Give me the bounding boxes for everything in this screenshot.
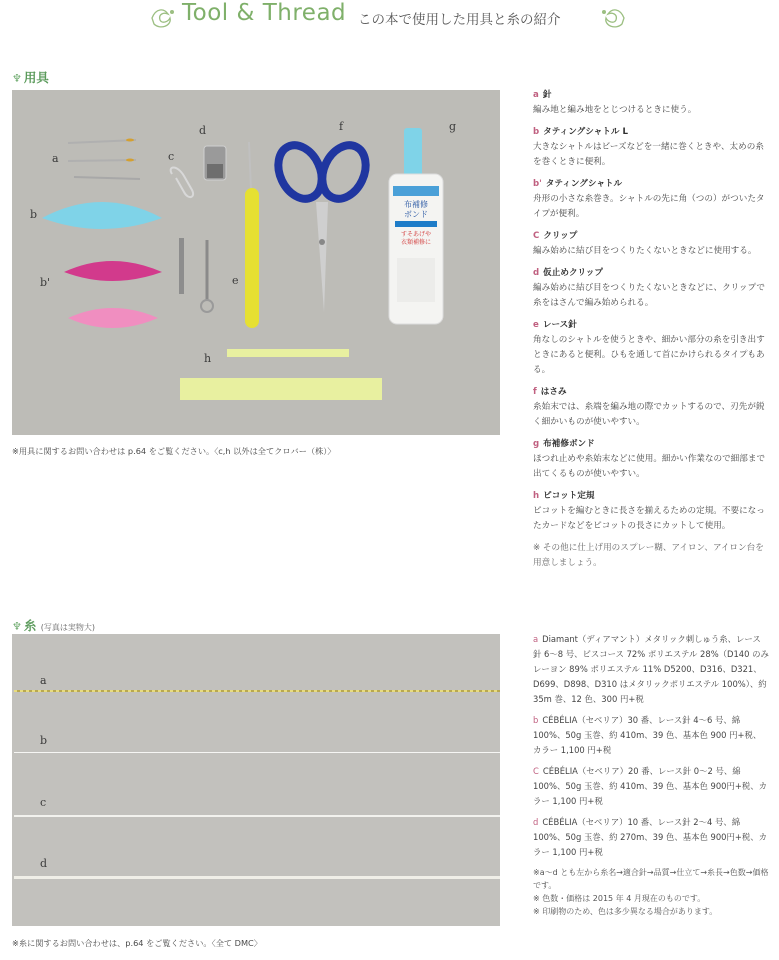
tool-text: 編み始めに結び目をつくりたくないときなどに、クリップで糸をはさんで編み始められる。 <box>533 283 765 308</box>
tool-key: b' <box>533 179 542 189</box>
tool-text: 角なしのシャトルを使うときや、細かい部分の糸を引き出すときにあると便利。ひもを通して首にかけられるタイプもある。 <box>533 335 765 375</box>
leaf-icon: ♆ <box>12 72 22 85</box>
tool-item <box>533 177 769 222</box>
thread-key: d <box>533 817 539 827</box>
left-ornament-icon <box>148 6 176 30</box>
tool-label-e: e <box>232 274 239 287</box>
tool-text: 舟形の小さな糸巻き。シャトルの先に角（つの）がついたタイプが便利。 <box>533 194 765 219</box>
bottle-text-3: すそあげや <box>400 232 432 238</box>
page-subtitle: この本で使用した用具と糸の紹介 <box>358 12 561 28</box>
thread-section-title: ♆ 糸 (写真は実物大) <box>12 618 95 633</box>
thread-item <box>533 632 769 707</box>
thread-label-b: b <box>40 734 48 747</box>
thread-description-list <box>533 632 769 918</box>
tools-section-title: ♆ 用具 <box>12 70 49 85</box>
thread-text: CÉBÉLIA（セベリア）10 番、レース針 2〜4 号、綿 100%、50g 玉巻、約 270m、39 色、基本色 900円+税、カラー 1,100 円+税 <box>533 817 767 857</box>
tool-key: e <box>533 320 539 330</box>
thread-footnotes <box>533 866 769 918</box>
thread-sample-b <box>14 752 500 753</box>
tool-key: g <box>533 439 540 449</box>
thread-text: Diamant（ディアマント）メタリック刺しゅう糸、レース針 6〜8 号、ビスコース 72% ポリエステル 28%（D140 のみレーヨン 89% ポリエステル 11% D5200、D316、D321、D699、D898、D310 はメタリックポリエステル 100%）、約 35m 巻、12 色、300 円+税 <box>533 634 769 704</box>
tools-extra-note: ※ その他に仕上げ用のスプレー糊、アイロン、アイロン台を用意しましょう。 <box>533 543 764 568</box>
tool-name: 布補修ボンド <box>543 439 595 449</box>
thread-label-a: a <box>40 674 47 687</box>
tool-name: 針 <box>542 90 552 100</box>
tool-text: 編み地と編み地をとじつけるときに使う。 <box>533 105 697 115</box>
thread-label-d: d <box>40 857 48 870</box>
tool-item <box>533 385 769 430</box>
thread-text: CÉBÉLIA（セベリア）30 番、レース針 4〜6 号、綿 100%、50g 玉巻、約 410m、39 色、基本色 900 円+税、カラー 1,100 円+税 <box>533 715 762 755</box>
tool-label-f: f <box>339 120 344 133</box>
tool-text: 編み始めに結び目をつくりたくないときなどに使用する。 <box>533 246 757 256</box>
thread-sample-d <box>14 876 500 879</box>
tool-item <box>533 318 769 378</box>
tool-item <box>533 437 769 482</box>
tool-item <box>533 125 769 170</box>
tool-item <box>533 266 769 311</box>
footnote: ※a〜d とも左から糸名→適合針→品質→仕立て→糸長→色数→価格です。 <box>533 868 769 890</box>
thread-text: CÉBÉLIA（セベリア）20 番、レース針 0〜2 号、綿 100%、50g 玉巻、約 410m、39 色、基本色 900円+税、カラー 1,100 円+税 <box>533 766 767 806</box>
thread-key: a <box>533 634 539 644</box>
tools-note: ※用具に関するお問い合わせは p.64 をご覧ください。〈c,h 以外は全てクロバー（株）〉 <box>12 446 336 456</box>
bottle-text-4: 衣類補修に <box>400 240 432 246</box>
tool-name: タティングシャトル <box>545 179 623 189</box>
tool-label-g: g <box>449 120 457 133</box>
tool-text: ほつれ止めや糸始末などに使用。細かい作業なので細部まで出てくるものが使いやすい。 <box>533 454 766 479</box>
thread-note: ※糸に関するお問い合わせは、p.64 をご覧ください。〈全て DMC〉 <box>12 938 262 948</box>
footnote: ※ 印刷物のため、色は多少異なる場合があります。 <box>533 907 718 916</box>
thread-key: b <box>533 715 539 725</box>
tool-label-c: c <box>168 150 175 163</box>
page-header <box>0 0 779 40</box>
tools-description-list <box>533 88 769 578</box>
page-title: Tool & Thread <box>182 0 347 26</box>
tools-photo <box>12 90 500 435</box>
tool-text: ピコットを編むときに長さを揃えるための定規。不要になったカードなどをピコットの長さにカットして使用。 <box>533 506 765 531</box>
tool-text: 大きなシャトルはビーズなどを一緒に巻くときや、太めの糸を巻くときに便利。 <box>533 142 764 167</box>
bottle-text-1: 布補修 <box>404 200 428 209</box>
tool-item <box>533 229 769 259</box>
thread-section-subtitle: (写真は実物大) <box>40 623 95 632</box>
thread-sample-a <box>14 690 500 692</box>
needles-drawing <box>68 139 140 180</box>
tool-label-d: d <box>199 124 207 137</box>
tool-key: f <box>533 387 537 397</box>
tool-name: レース針 <box>542 320 577 330</box>
thread-photo <box>12 634 500 926</box>
thread-item <box>533 815 769 860</box>
thread-key: C <box>533 766 539 776</box>
tool-label-h: h <box>204 352 212 365</box>
tool-key: h <box>533 491 540 501</box>
tools-illustration <box>12 90 500 435</box>
thread-label-c: c <box>40 796 47 809</box>
tool-label-a: a <box>52 152 59 165</box>
tool-label-b-prime: b' <box>40 276 51 289</box>
bottle-text-2: ボンド <box>404 210 428 219</box>
tool-name: 仮止めクリップ <box>543 268 603 278</box>
footnote: ※ 色数・価格は 2015 年 4 月現在のものです。 <box>533 894 706 903</box>
tool-item <box>533 489 769 534</box>
thread-sample-c <box>14 815 500 817</box>
tool-name: ピコット定規 <box>543 491 595 501</box>
tool-name: タティングシャトル L <box>543 127 628 137</box>
right-ornament-icon <box>600 6 628 30</box>
tool-key: a <box>533 90 539 100</box>
tool-key: C <box>533 231 540 241</box>
tool-name: クリップ <box>543 231 578 241</box>
tool-label-b: b <box>30 208 38 221</box>
tool-name: はさみ <box>540 387 567 397</box>
tool-text: 糸始末では、糸端を編み地の際でカットするので、刃先が鋭く細かいものが使いやすい。 <box>533 402 765 427</box>
thread-item <box>533 764 769 809</box>
tool-key: b <box>533 127 540 137</box>
tool-key: d <box>533 268 540 278</box>
leaf-icon: ♆ <box>12 620 22 633</box>
thread-item <box>533 713 769 758</box>
tool-item <box>533 88 769 118</box>
